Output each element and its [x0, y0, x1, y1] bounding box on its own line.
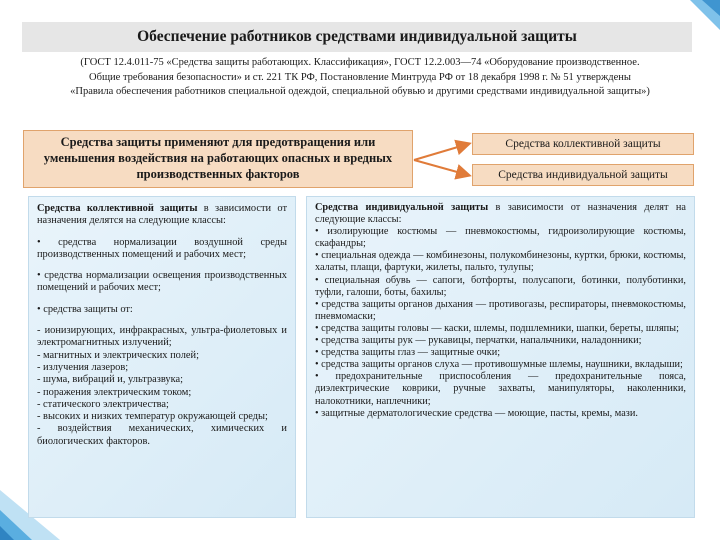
collective-intro-text: в зависимости от назначения делятся на следующие классы:: [37, 203, 287, 227]
sub-list-item: - излучения лазеров;: [37, 361, 129, 373]
list-item: • средства нормализации освещения производственных помещений и рабочих мест;: [37, 270, 287, 294]
list-item: • средства защиты глаз — защитные очки;: [315, 347, 501, 359]
subtitle-line: «Правила обеспечения работников специальной одеждой, специальной обувью и другими средствами индивидуальной защиты»): [70, 86, 650, 97]
sub-list-item: - высоких и низких температур окружающей среды;: [37, 411, 268, 423]
list-item: • предохранительные приспособления — предохранительные пояса, диэлектрические коврики, ручные захваты, манипуляторы, наколенники, налокотники, наплечники;: [315, 371, 686, 407]
sub-list-item: - воздействия механических, химических и биологических факторов.: [37, 423, 287, 447]
purpose-box: Средства защиты применяют для предотвращения или уменьшения воздействия на работающих опасных и вредных производственных факторов: [23, 130, 413, 188]
list-item: • средства нормализации воздушной среды производственных помещений и рабочих мест;: [37, 236, 287, 260]
individual-protection-box: Средства индивидуальной защиты: [472, 164, 694, 186]
list-item: • изолирующие костюмы — пневмокостюмы, гидроизолирующие костюмы, скафандры;: [315, 226, 686, 250]
page-title: Обеспечение работников средствами индивидуальной защиты: [22, 22, 692, 52]
list-item: • специальная одежда — комбинезоны, полукомбинезоны, куртки, брюки, костюмы, халаты, плащи, фартуки, жилеты, пальто, тулупы;: [315, 250, 686, 274]
sub-list-item: - поражения электрическим током;: [37, 386, 192, 398]
branch-arrows: [412, 128, 476, 192]
list-item: • средства защиты от:: [37, 303, 133, 315]
subtitle-line: (ГОСТ 12.4.011-75 «Средства защиты работающих. Классификация», ГОСТ 12.2.003—74 «Оборудование производственное.: [80, 57, 640, 68]
list-item: • защитные дерматологические средства — моющие, пасты, кремы, мази.: [315, 407, 638, 419]
collective-intro-bold: Средства коллективной защиты: [37, 203, 198, 214]
individual-protection-panel: [306, 196, 695, 518]
list-item: • средства защиты органов слуха — противошумные шлемы, наушники, вкладыши;: [315, 359, 683, 371]
sub-list-item: - ионизирующих, инфракрасных, ультра-фиолетовых и электромагнитных излучений;: [37, 325, 287, 349]
list-item: • специальная обувь — сапоги, ботфорты, полусапоги, ботинки, полуботинки, туфли, галоши, боты, бахилы;: [315, 274, 686, 298]
sub-list-item: - статического электричества;: [37, 398, 169, 410]
list-item: • средства защиты рук — рукавицы, перчатки, напальчники, наладонники;: [315, 335, 642, 347]
collective-protection-box: Средства коллективной защиты: [472, 133, 694, 155]
individual-intro-bold: Средства индивидуальной защиты: [315, 202, 489, 213]
collective-intro: [37, 203, 287, 228]
sub-list-item: - шума, вибраций и, ультразвука;: [37, 374, 184, 386]
sub-list-item: - магнитных и электрических полей;: [37, 349, 199, 361]
individual-intro: [315, 202, 686, 226]
collective-protection-panel: [28, 196, 296, 518]
list-item: • средства защиты органов дыхания — противогазы, респираторы, пневмокостюмы, пневмомаски;: [315, 298, 686, 322]
individual-intro-text: в зависимости от назначения делят на следующие классы:: [315, 202, 686, 226]
subtitle-references: [20, 56, 700, 100]
list-item: • средства защиты головы — каски, шлемы, подшлемники, шапки, береты, шляпы;: [315, 322, 679, 334]
subtitle-line: Общие требования безопасности» и ст. 221 ТК РФ, Постановление Минтруда РФ от 18 декабря 1998 г. № 51 утверждены: [89, 71, 631, 83]
